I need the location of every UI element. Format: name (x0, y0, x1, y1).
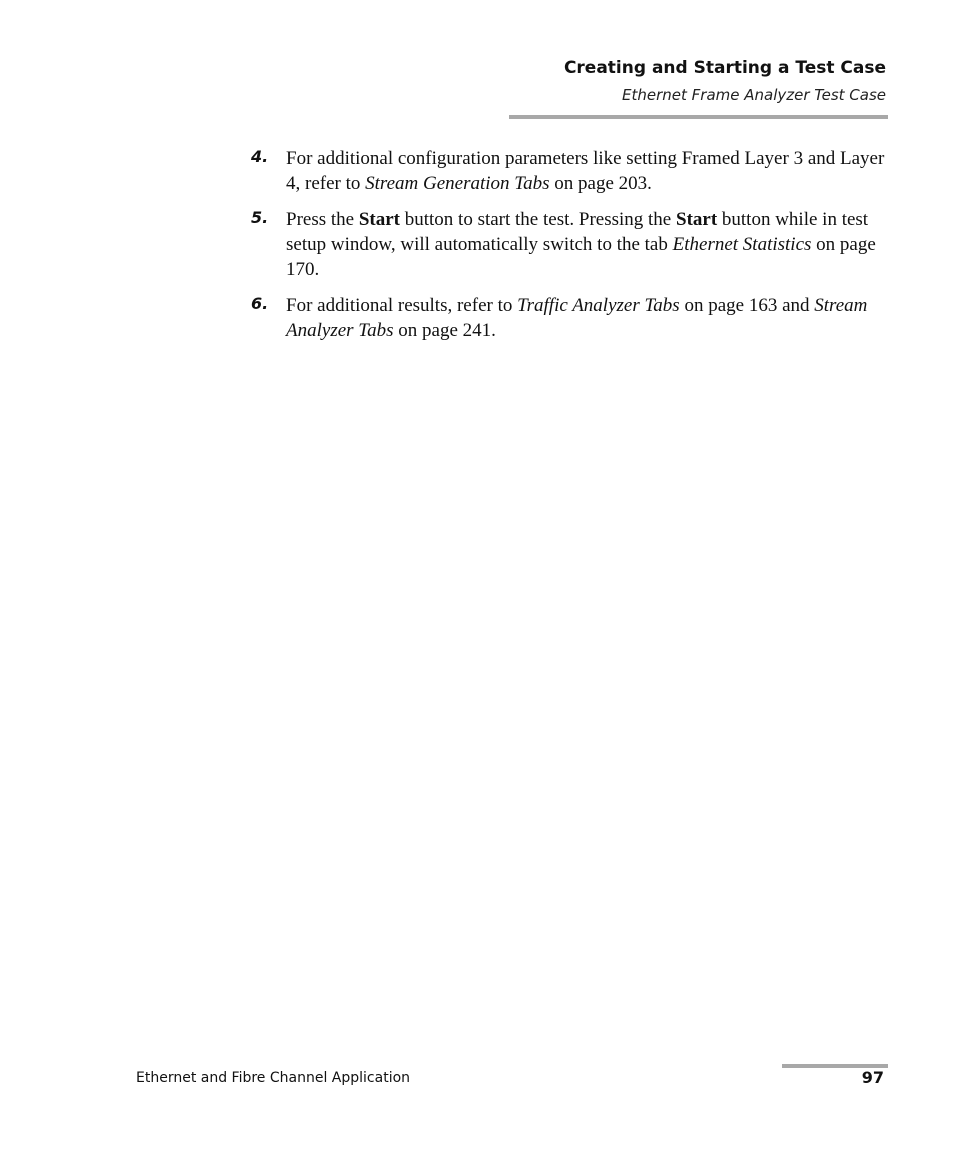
step-number: 5. (251, 208, 269, 227)
step-text-span: For additional results, refer to (286, 295, 518, 316)
step-item (251, 293, 891, 343)
step-text-span: Press the (286, 209, 359, 230)
step-item (251, 146, 891, 196)
step-number: 6. (251, 294, 269, 313)
step-number: 4. (251, 147, 269, 166)
step-list (251, 146, 891, 354)
cross-reference-link[interactable]: Traffic Analyzer Tabs (517, 295, 680, 316)
step-item (251, 207, 891, 282)
step-text-span: For additional configuration parameters like setting Framed Layer 3 and Layer 4, refer to (286, 148, 885, 194)
header-title: Creating and Starting a Test Case (563, 58, 886, 78)
cross-reference-link[interactable]: Stream Generation Tabs (365, 173, 550, 194)
header-rule (509, 115, 888, 119)
step-text (286, 207, 891, 282)
step-text-span: on page 241. (393, 320, 496, 341)
step-text-span: button to start the test. Pressing the (399, 209, 676, 230)
header-subtitle: Ethernet Frame Analyzer Test Case (622, 86, 886, 104)
step-text (286, 146, 891, 196)
running-header (564, 56, 886, 106)
step-text-span: on page 163 and (679, 295, 815, 316)
ui-term-start: Start (358, 209, 400, 230)
step-text (286, 293, 891, 343)
cross-reference-link[interactable]: Ethernet Statistics (672, 234, 812, 255)
footer-manual-title: Ethernet and Fibre Channel Application (136, 1070, 411, 1086)
ui-term-start: Start (676, 209, 718, 230)
step-text-span: on page 203. (549, 173, 652, 194)
page-number: 97 (861, 1068, 884, 1087)
step-text-span: on page 170. (286, 234, 876, 280)
step-text-span: button while in test setup window, will automatically switch to the tab (286, 209, 869, 255)
cross-reference-link[interactable]: Stream Analyzer Tabs (286, 295, 868, 341)
